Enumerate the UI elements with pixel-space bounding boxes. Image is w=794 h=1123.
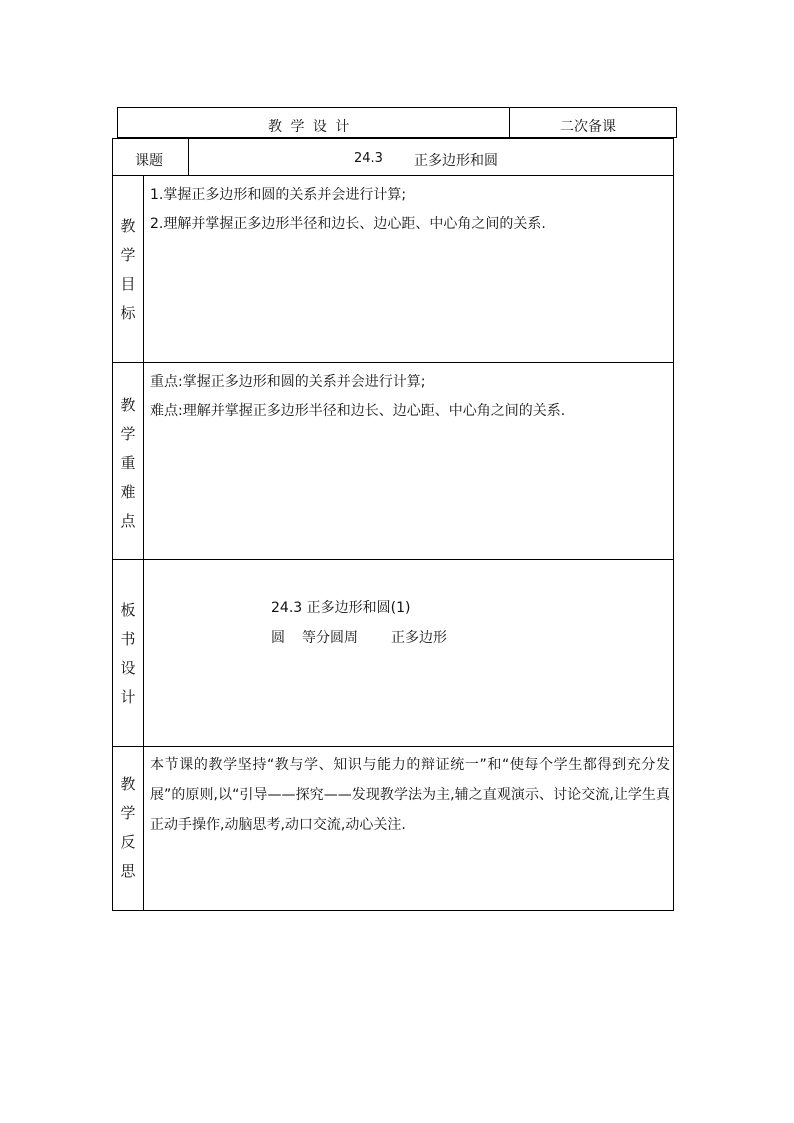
reflection-text: 本节课的教学坚持“教与学、知识与能力的辩证统一”和“使每个学生都得到充分发展”的原则,以“引导——探究——发现教学法为主,辅之直观演示、讨论交流,让学生真正动手操作,动脑思考,动口交流,动心关注. bbox=[150, 757, 670, 833]
keypoints-content bbox=[150, 368, 565, 426]
objective-line: 1.掌握正多边形和圆的关系并会进行计算; bbox=[150, 187, 407, 203]
board-item: 圆 bbox=[271, 630, 285, 646]
objectives-content bbox=[150, 181, 546, 239]
board-item: 等分圆周 bbox=[302, 630, 358, 646]
topic-number: 24.3 bbox=[354, 151, 383, 166]
board-item: 正多边形 bbox=[391, 630, 447, 646]
board-row bbox=[112, 559, 674, 747]
objectives-label: 教 学 目 标 bbox=[120, 217, 136, 322]
topic-label: 课题 bbox=[135, 153, 163, 169]
header-design-label: 教 学 设 计 bbox=[268, 119, 352, 135]
reflection-label: 教 学 反 思 bbox=[120, 775, 136, 880]
keypoints-label: 教 学 重 难 点 bbox=[120, 396, 136, 530]
keypoint-line: 重点:掌握正多边形和圆的关系并会进行计算; bbox=[150, 374, 426, 390]
board-title: 24.3 正多边形和圆(1) bbox=[271, 600, 411, 616]
board-label: 板 书 设 计 bbox=[120, 601, 136, 706]
objective-line: 2.理解并掌握正多边形半径和边长、边心距、中心角之间的关系. bbox=[150, 216, 546, 232]
header-second-label: 二次备课 bbox=[560, 119, 616, 135]
keypoint-line: 难点:理解并掌握正多边形半径和边长、边心距、中心角之间的关系. bbox=[150, 403, 566, 419]
topic-title: 正多边形和圆 bbox=[414, 153, 498, 169]
